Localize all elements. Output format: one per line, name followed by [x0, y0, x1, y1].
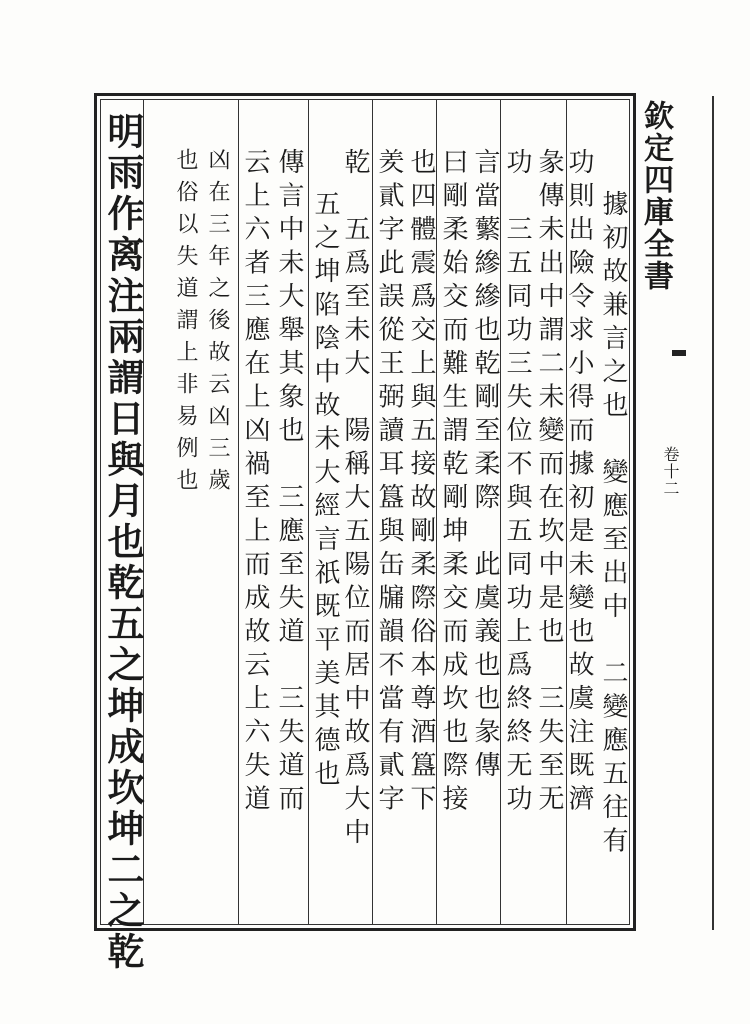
text-column: 功則出險令求小得而據初是未變也故虞注既濟: [564, 148, 594, 818]
text-column: 彖傳未出中謂二未變而在坎中是也 三失至无: [534, 148, 564, 818]
margin-edge-line: [712, 96, 714, 930]
text-column: 云上六者三應在上凶禍至上而成故云上六失道: [240, 148, 270, 818]
text-column: 也俗以失道謂上非易例也: [173, 148, 198, 500]
book-title: 欽定四庫全書: [638, 100, 673, 292]
column-rule: [308, 99, 309, 925]
column-rule: [238, 99, 239, 925]
text-column: 言當蘩縿縿也乾剛至柔際 此虞義也也彖傳: [470, 148, 500, 785]
text-column: 傳言中未大舉其象也 三應至失道 三失道而: [274, 148, 304, 818]
column-rule: [436, 99, 437, 925]
column-rule: [372, 99, 373, 925]
text-column: 也四體震爲交上與五接故剛柔際俗本尊酒簋下: [406, 148, 436, 818]
column-rule: [500, 99, 501, 925]
text-column: 乾 五爲至未大 陽稱大五陽位而居中故爲大中: [340, 148, 370, 852]
text-column: 凶在三年之後故云凶三歲: [205, 148, 230, 500]
text-column: 明雨作离注兩謂日與月也乾五之坤成坎坤二之乾: [101, 112, 145, 973]
text-column: 羑貳字此誤從王弼讀耳簋與缶牖韻不當有貳字: [374, 148, 404, 818]
volume-label: 卷十二: [661, 446, 680, 497]
text-column: 五之坤陷陰中故未大經言祇既平美其德也: [310, 190, 340, 793]
text-column: 據初故兼言之也 變應至出中 二變應五往有: [598, 190, 628, 860]
fold-mark: [672, 350, 686, 356]
text-column: 曰剛柔始交而難生謂乾剛坤柔交而成坎也際接: [438, 148, 468, 818]
text-column: 功 三五同功三失位不與五同功上爲終終无功: [502, 148, 532, 818]
